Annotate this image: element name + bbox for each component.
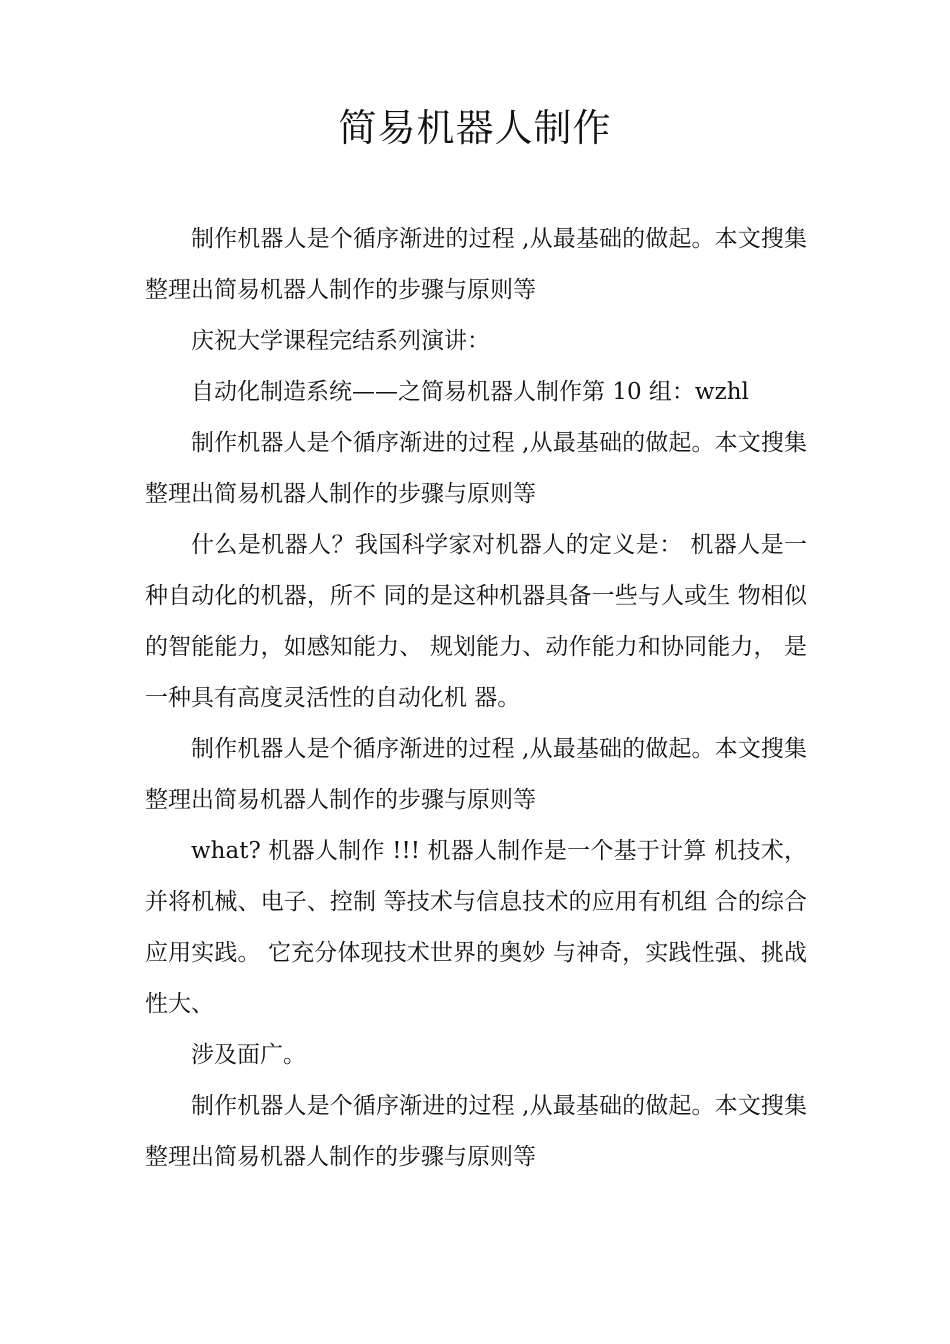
paragraph: 制作机器人是个循序渐进的过程 ,从最基础的做起。本文搜集整理出简易机器人制作的步骤与原则等 <box>145 1093 807 1170</box>
document-body <box>145 214 807 1183</box>
paragraph: 庆祝大学课程完结系列演讲： <box>191 328 490 354</box>
paragraph: 什么是机器人？我国科学家对机器人的定义是： 机器人是一种自动化的机器，所不 同的是这种机器具备一些与人或生 物相似的智能能力，如感知能力、 规划能力、动作能力和协同能力， 是一种具有高度灵活性的自动化机 器。 <box>145 532 807 711</box>
document-title: 简易机器人制作 <box>338 106 612 150</box>
paragraph: 制作机器人是个循序渐进的过程 ,从最基础的做起。本文搜集整理出简易机器人制作的步骤与原则等 <box>145 430 807 507</box>
paragraph: 制作机器人是个循序渐进的过程 ,从最基础的做起。本文搜集整理出简易机器人制作的步骤与原则等 <box>145 226 807 303</box>
paragraph: 自动化制造系统——之简易机器人制作第 10 组：wzhl <box>191 379 749 405</box>
paragraph: 涉及面广。 <box>191 1042 306 1068</box>
paragraph: 制作机器人是个循序渐进的过程 ,从最基础的做起。本文搜集整理出简易机器人制作的步骤与原则等 <box>145 736 807 813</box>
paragraph: what? 机器人制作 !!! 机器人制作是一个基于计算 机技术，并将机械、电子、控制 等技术与信息技术的应用有机组 合的综合应用实践。 它充分体现技术世界的奥妙 与神奇，实践性强、挑战性大、 <box>145 838 807 1017</box>
